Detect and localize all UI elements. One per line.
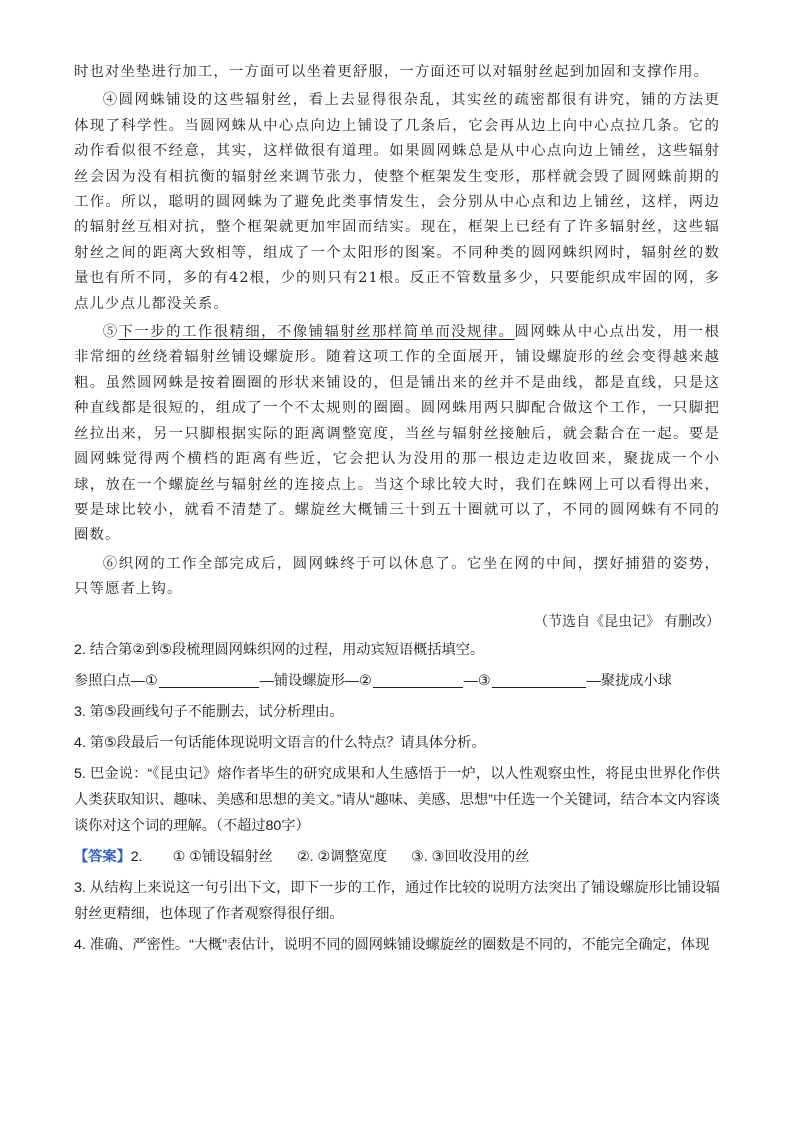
answer-tag: 【答案】 — [74, 848, 131, 865]
paragraph-5-rest: 圆网蛛从中心点出发，用一根非常细的丝绕着辐射丝铺设螺旋形。随着这项工作的全面展开，铺设螺旋形的丝会变得越来越粗。虽然圆网蛛是按着圈圈的形状来铺设的，但是铺出来的丝并不是曲线，都是直线，只是这种直线都是很短的，组成了一个不太规则的圈圈。圆网蛛用两只脚配合做这个工作，一只脚把丝拉出来，另一只脚根据实际的距离调整宽度，当丝与辐射丝接触后，就会黏合在一起。要是圆网蛛觉得两个横档的距离有些近，它会把认为没用的那一根边走边收回来，聚拢成一个小球，放在一个螺旋丝与辐射丝的连接点上。当这个球比较大时，我们在蛛网上可以看得出来，要是球比较小，就看不清楚了。螺旋丝大概铺三十到五十圈就可以了，不同的圆网蛛有不同的圈数。 — [74, 324, 720, 544]
paragraph-5-number: ⑤ — [102, 324, 119, 341]
answer-3: 3. 从结构上来说这一句引出下文，即下一步的工作，通过作比较的说明方法突出了铺设螺旋形比铺设辐射丝更精细，也体现了作者观察得很仔细。 — [74, 879, 720, 922]
fill-mid-1: —铺设螺旋形—② — [259, 672, 372, 689]
answer-line-2 — [74, 844, 720, 870]
source-citation: （节选自《昆虫记》 有删改） — [534, 612, 720, 629]
question-4: 4. 第⑤段最后一句话能体现说明文语言的什么特点？请具体分析。 — [74, 734, 486, 751]
fill-mid-2: —③ — [463, 672, 491, 689]
blank-3 — [492, 671, 586, 688]
question-2: 2. 结合第②到⑤段梳理圆网蛛织网的过程，用动宾短语概括填空。 — [74, 641, 485, 658]
underlined-sentence: 下一步的工作很精细，不像铺辐射丝那样简单而没规律。 — [118, 324, 515, 341]
blank-2 — [373, 671, 463, 688]
fill-in-line — [74, 668, 720, 694]
blank-1 — [159, 671, 259, 688]
fill-start: 参照白点—① — [74, 672, 158, 689]
answer-item-2: ②. ②调整宽度 — [296, 848, 388, 865]
answer-number: 2. — [130, 848, 143, 865]
reading-passage — [74, 60, 720, 603]
fill-end: —聚拢成小球 — [586, 672, 672, 689]
paragraph-4: ④圆网蛛铺设的这些辐射丝，看上去显得很杂乱，其实丝的疏密都很有讲究，铺的方法更体现了科学性。当圆网蛛从中心点向边上铺设了几条后，它会再从边上向中心点拉几条。它的动作看似很不经意，其实，这样做很有道理。如果圆网蛛总是从中心点向边上铺丝，这些辐射丝会因为没有相抗衡的辐射丝来调节张力，使整个框架发生变形，那样就会毁了圆网蛛前期的工作。所以，聪明的圆网蛛为了避免此类事情发生，会分别从中心点和边上铺丝，这样，两边的辐射丝互相对抗，整个框架就更加牢固而结实。现在，框架上已经有了许多辐射丝，这些辐射丝之间的距离大致相等，组成了一个太阳形的图案。不同种类的圆网蛛织网时，辐射丝的数量也有所不同，多的有42根，少的则只有21根。反正不管数量多少，只要能织成牢固的网，多点儿少点儿都没关系。 — [74, 92, 720, 312]
answer-item-3: ③. ③回收没用的丝 — [411, 848, 530, 865]
answer-item-1: ① ①铺设辐射丝 — [172, 848, 273, 865]
question-3: 3. 第⑤段画线句子不能删去，试分析理由。 — [74, 703, 344, 720]
question-5: 5. 巴金说：“《昆虫记》熔作者毕生的研究成果和人生感悟于一炉，以人性观察虫性，将昆虫世界化作供人类获取知识、趣味、美感和思想的美文。”请从“趣味、美感、思想”中任选一个关键词，结合本文内容谈谈你对这个词的理解。（不超过80字） — [74, 765, 720, 834]
paragraph-6: ⑥织网的工作全部完成后，圆网蛛终于可以休息了。它坐在网的中间，摆好捕猎的姿势，只等愿者上钩。 — [74, 555, 720, 598]
answer-4: 4. 准确、严密性。“大概”表估计，说明不同的圆网蛛铺设螺旋丝的圈数是不同的，不能完全确定，体现 — [74, 936, 710, 953]
paragraph-5 — [74, 320, 720, 549]
paragraph-continued: 时也对坐垫进行加工，一方面可以坐着更舒服，一方面还可以对辐射丝起到加固和支撑作用。 — [74, 64, 710, 80]
